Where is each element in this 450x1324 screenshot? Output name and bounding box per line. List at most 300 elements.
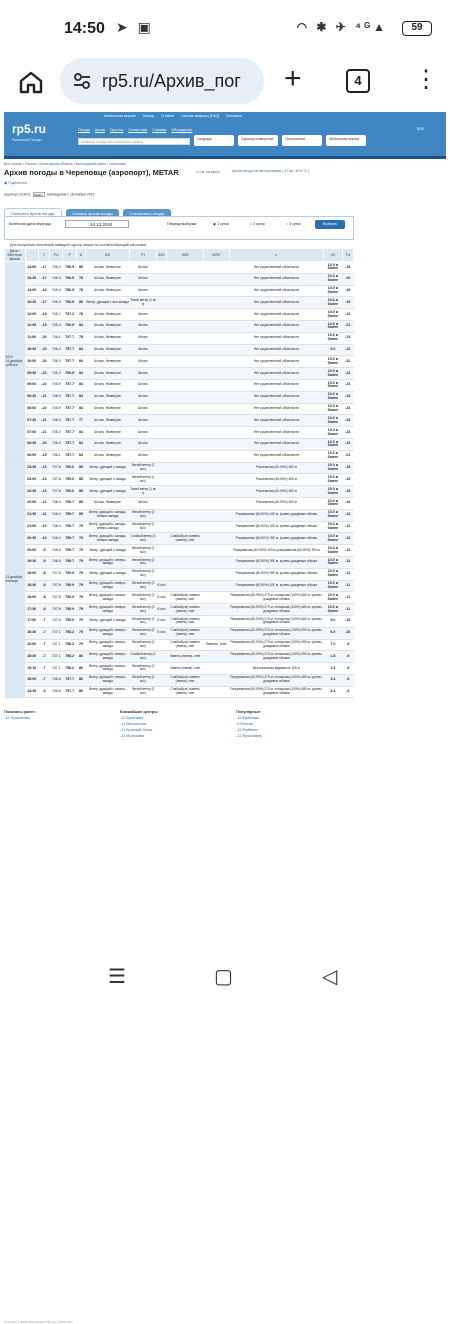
cell-ff10 — [156, 438, 166, 450]
cell-Ff: Легкий ветер (2 м/с) — [130, 474, 157, 486]
pop-item[interactable]: -11 Ярославль — [236, 734, 262, 738]
cell-U: 79 — [76, 580, 85, 592]
cell-WW — [167, 509, 204, 521]
cell-DD: Штиль, безветрие — [86, 403, 130, 415]
time-cell: 18:30 — [25, 580, 38, 592]
cell-Ff: Тихий ветер (1 м/с) — [130, 297, 157, 309]
cell-Ff: Слабый ветер (3 м/с) — [130, 651, 157, 663]
top-link[interactable]: О сайте — [160, 114, 175, 118]
cell-WpW — [204, 533, 230, 545]
web-page — [4, 112, 446, 1324]
cell-T: -21 — [38, 415, 49, 427]
cell-DD: Штиль, безветрие — [86, 379, 130, 391]
map-link[interactable] — [196, 170, 219, 174]
cell-P: 757.7 — [63, 356, 76, 368]
cell-c: Разорванная (60-90%) 270 м, сплошная (100%) 480 м, кучево-дождевые облака — [229, 604, 323, 616]
cell-Td: -11 — [342, 568, 353, 580]
cell-U: 86 — [76, 674, 85, 686]
time-cell: 22:00 — [25, 497, 38, 509]
notification-icons: ➤ ▣ — [116, 19, 154, 35]
table-row — [5, 674, 354, 686]
col-P[interactable]: P — [63, 249, 76, 262]
rss-link[interactable]: RSS — [417, 127, 424, 131]
end-date-field[interactable]: 14.12.2024 — [65, 220, 129, 228]
period-1-radio[interactable]: ◉ 1 сутки — [213, 222, 229, 226]
period-3-radio[interactable]: ○ 3 суток — [285, 222, 301, 226]
cell-WpW — [204, 438, 230, 450]
cell-c: Разорванная (60-90%) 270 м, сплошная (100%) 390 м, кучево-дождевые облака — [229, 627, 323, 639]
col-ff10[interactable]: ff10 — [156, 249, 166, 262]
cell-ff10 — [156, 533, 166, 545]
cell-Po: 746.0 — [50, 415, 63, 427]
cell-Ff: Штиль — [130, 356, 157, 368]
cell-Td: -12 — [342, 545, 353, 557]
cell-Po: 748.4 — [50, 497, 63, 509]
cell-Td: -23 — [342, 427, 353, 439]
cell-Po: 746.6 — [50, 674, 63, 686]
period-2-radio[interactable]: ○ 2 суток — [249, 222, 265, 226]
top-links — [104, 114, 248, 118]
cell-VV: 10.0 и более — [324, 521, 342, 533]
table-row — [5, 545, 354, 557]
time-cell: 15:10 — [25, 663, 38, 675]
cell-WpW — [204, 273, 230, 285]
pop-heading: Популярные: — [236, 710, 262, 714]
cell-U: 78 — [76, 285, 85, 297]
cell-P: 757.7 — [63, 427, 76, 439]
cell-DD: Ветер, дующий с северо-запада — [86, 556, 130, 568]
cell-T: -21 — [38, 427, 49, 439]
cell-DD: Штиль, безветрие — [86, 332, 130, 344]
cell-Po: 748.4 — [50, 521, 63, 533]
cell-ff10 — [156, 297, 166, 309]
cell-DD: Штиль, безветрие — [86, 285, 130, 297]
cell-ff10 — [156, 368, 166, 380]
cell-ff10 — [156, 344, 166, 356]
cell-WpW — [204, 356, 230, 368]
cell-P: 759.7 — [63, 533, 76, 545]
cell-c: Разорванная (60-90%) 270 м, сплошная (100%) 390 м, кучево-дождевые облака — [229, 651, 323, 663]
cell-Po: 745.2 — [50, 368, 63, 380]
table-row — [5, 580, 354, 592]
cell-P: 759.0 — [63, 592, 76, 604]
cell-T: -8 — [38, 568, 49, 580]
pop-item[interactable]: -9 Ростов — [236, 722, 253, 726]
cell-Ff: Легкий ветер (2 м/с) — [130, 521, 157, 533]
time-cell: 13:30 — [25, 273, 38, 285]
table-row — [5, 379, 354, 391]
cell-U: 79 — [76, 545, 85, 557]
cell-WpW — [204, 262, 230, 274]
cell-c: Нет существенной облачности — [229, 368, 323, 380]
address-bar[interactable] — [60, 58, 264, 104]
cell-ff10: 8 м/с — [156, 604, 166, 616]
cell-WW — [167, 486, 204, 498]
col-Po[interactable]: Po — [50, 249, 63, 262]
time-cell: 23:00 — [25, 474, 38, 486]
icao-field[interactable] — [33, 192, 45, 197]
home-icon[interactable] — [18, 70, 44, 94]
cell-P: 758.2 — [63, 663, 76, 675]
table-row — [5, 521, 354, 533]
cell-DD: Ветер, дующий с запада — [86, 486, 130, 498]
period-1-label: 1 сутки — [217, 222, 229, 226]
cell-Ff: Тихий ветер (1 м/с) — [130, 486, 157, 498]
table-row — [5, 297, 354, 309]
cell-ff10 — [156, 391, 166, 403]
cell-VV: 10.0 и более — [324, 285, 342, 297]
cell-DD: Ветер, дующий с северо-запада — [86, 651, 130, 663]
pop-item[interactable]: -12 Рыбинск — [236, 728, 258, 732]
cell-c: Нет существенной облачности — [229, 332, 323, 344]
system-nav-bar — [0, 952, 450, 1000]
cell-c: Нет существенной облачности — [229, 450, 323, 462]
choose-button[interactable]: Выбрать — [315, 220, 345, 229]
cell-WpW — [204, 285, 230, 297]
cell-c: Рассеянная (40-50%) 450 м — [229, 497, 323, 509]
cell-VV: 10.0 и более — [324, 403, 342, 415]
cell-T: -20 — [38, 344, 49, 356]
cell-WpW — [204, 686, 230, 698]
col-U[interactable]: U — [76, 249, 85, 262]
cell-c: Нет существенной облачности — [229, 415, 323, 427]
top-link[interactable]: Мобильная версия — [104, 114, 136, 118]
table-row — [5, 592, 354, 604]
table-row — [5, 486, 354, 498]
cell-DD: Штиль, безветрие — [86, 320, 130, 332]
cell-P: 759.7 — [63, 497, 76, 509]
cell-Td: -24 — [342, 368, 353, 380]
near-item[interactable]: -14 Весьегонск — [120, 722, 147, 726]
cell-T: -17 — [38, 297, 49, 309]
cell-DD: Штиль, безветрие — [86, 368, 130, 380]
near-item[interactable]: -11 Красный Холм — [120, 728, 152, 732]
cell-VV: 10.0 и более — [324, 497, 342, 509]
cell-T: -22 — [38, 368, 49, 380]
nav-item[interactable]: Справка — [152, 128, 167, 132]
cell-c: Рассеянная (40-50%) 450 м — [229, 474, 323, 486]
cell-WpW — [204, 474, 230, 486]
cell-T: -19 — [38, 309, 49, 321]
cell-VV: 10.0 и более — [324, 450, 342, 462]
units-button[interactable]: Единицы измерений — [238, 135, 278, 146]
cell-P: 757.7 — [63, 686, 76, 698]
cell-T: -13 — [38, 474, 49, 486]
cell-WpW — [204, 320, 230, 332]
cell-c: Разорванная (60-90%) 420 м, кучево-дождевые облака — [229, 580, 323, 592]
cell-ff10 — [156, 509, 166, 521]
cell-P: 759.7 — [63, 521, 76, 533]
cell-WpW — [204, 627, 230, 639]
tab-download-archive[interactable]: Скачать архив погоды — [66, 209, 119, 218]
cell-P: 758.2 — [63, 639, 76, 651]
cell-U: 79 — [76, 639, 85, 651]
period-3-label: 3 суток — [289, 222, 301, 226]
col-Td[interactable]: Td — [342, 249, 353, 262]
cell-T: -8 — [38, 604, 49, 616]
popular — [236, 710, 356, 740]
cell-WW — [167, 580, 204, 592]
cell-WpW — [204, 674, 230, 686]
cell-c: Вертикальная видимость 150 м — [229, 663, 323, 675]
cell-P: 759.7 — [63, 545, 76, 557]
table-row — [5, 427, 354, 439]
cell-ff10 — [156, 639, 166, 651]
pop-item[interactable]: -12 Брейтово — [236, 716, 260, 720]
cell-WW — [167, 568, 204, 580]
table-row — [5, 474, 354, 486]
nav-item[interactable]: Прогноз — [109, 128, 124, 132]
cell-DD: Ветер, дующий с северо-запада — [86, 580, 130, 592]
cell-T: -8 — [38, 592, 49, 604]
home-nav-icon[interactable]: ▢ — [214, 966, 233, 988]
cell-T: -9 — [38, 556, 49, 568]
cell-Ff: Легкий ветер (2 м/с) — [130, 556, 157, 568]
tab-switcher-button[interactable]: 4 — [346, 69, 370, 93]
cell-Td: -19 — [342, 297, 353, 309]
top-link[interactable]: Частые вопросы (FAQ) — [181, 114, 220, 118]
cell-U: 84 — [76, 450, 85, 462]
cell-T: -7 — [38, 615, 49, 627]
cell-WW — [167, 497, 204, 509]
tab-statistics[interactable]: Статистика погоды — [123, 209, 170, 218]
nav-item[interactable]: Архив — [94, 128, 105, 132]
col-WpW[interactable]: W'W' — [204, 249, 230, 262]
icao-label: аэропорт (ICAO): — [4, 192, 31, 197]
cell-Po: 748.4 — [50, 533, 63, 545]
cell-Td: -23 — [342, 332, 353, 344]
cell-VV: 10.0 и более — [324, 592, 342, 604]
recents-icon[interactable]: ☰ — [108, 966, 126, 988]
cell-c: Нет существенной облачности — [229, 285, 323, 297]
table-row — [5, 462, 354, 474]
cell-WW: Слабый(ые) ливень (ливни), снег — [167, 533, 204, 545]
cell-WW — [167, 332, 204, 344]
cell-ff10: 8 м/с — [156, 615, 166, 627]
share-link[interactable] — [4, 181, 27, 185]
cell-ff10 — [156, 309, 166, 321]
cell-Po: 747.8 — [50, 580, 63, 592]
cell-Td: -12 — [342, 521, 353, 533]
cell-WW: Ливень (ливни), снег — [167, 651, 204, 663]
table-row — [5, 627, 354, 639]
cell-T: -13 — [38, 486, 49, 498]
site-header — [4, 112, 446, 156]
cell-Po: 747.1 — [50, 651, 63, 663]
cell-c: Нет существенной облачности — [229, 379, 323, 391]
cell-DD: Штиль, безветрие — [86, 427, 130, 439]
cell-Po: 747.6 — [50, 486, 63, 498]
cell-U: 84 — [76, 391, 85, 403]
table-row — [5, 450, 354, 462]
battery-icon: 59 — [402, 21, 432, 36]
cell-c: Разорванная (60-90%) 390 м, кучево-дождевые облака — [229, 533, 323, 545]
cell-U: 79 — [76, 615, 85, 627]
cell-Td: -15 — [342, 486, 353, 498]
time-cell: 07:30 — [25, 415, 38, 427]
cell-ff10 — [156, 450, 166, 462]
cell-WW — [167, 297, 204, 309]
cell-ff10: 8 м/с — [156, 580, 166, 592]
cell-c: Разорванная (60-90%) 270 м, сплошная (100%) 480 м, кучево-дождевые облака — [229, 615, 323, 627]
search-input[interactable]: Название города или населенного пункта — [78, 138, 190, 145]
top-link[interactable]: Контакты — [226, 114, 242, 118]
cell-DD: Штиль, безветрие — [86, 309, 130, 321]
period-label: Период выборки: — [167, 222, 198, 226]
cell-T: -22 — [38, 403, 49, 415]
cell-ff10 — [156, 356, 166, 368]
shown-item[interactable]: -12 Прокопово — [4, 716, 30, 720]
cell-Ff: Штиль — [130, 368, 157, 380]
cell-VV: 1.8 — [324, 651, 342, 663]
cell-T: -8 — [38, 580, 49, 592]
cell-U: 85 — [76, 497, 85, 509]
language-button[interactable]: Language — [194, 135, 234, 146]
cell-U: 84 — [76, 427, 85, 439]
table-row — [5, 509, 354, 521]
cell-WpW — [204, 368, 230, 380]
tab-view-archive[interactable]: Смотреть архив погоды — [4, 208, 62, 218]
cell-P: 759.0 — [63, 580, 76, 592]
table-row — [5, 391, 354, 403]
share-icon: ▣ — [4, 181, 9, 185]
time-cell: 09:00 — [25, 379, 38, 391]
time-cell: 07:00 — [25, 427, 38, 439]
cell-P: 756.9 — [63, 368, 76, 380]
cell-U: 78 — [76, 273, 85, 285]
cell-Ff: Легкий ветер (2 м/с) — [130, 639, 157, 651]
cell-WW: Ливень (ливни), снег — [167, 663, 204, 675]
cell-WpW — [204, 379, 230, 391]
site-settings-icon[interactable] — [72, 71, 92, 91]
cell-DD: Штиль, безветрие — [86, 356, 130, 368]
cell-Po: 748.5 — [50, 545, 63, 557]
col-T[interactable]: T — [38, 249, 49, 262]
nav-item[interactable]: Погода — [78, 128, 90, 132]
cell-U: 79 — [76, 604, 85, 616]
col-Ff[interactable]: Ff — [130, 249, 157, 262]
col-date[interactable]: Дата / Местное время — [5, 249, 26, 262]
cell-DD: Ветер, дующий с запада — [86, 462, 130, 474]
site-logo[interactable]: rp5.ru — [12, 122, 47, 136]
cell-WW — [167, 450, 204, 462]
cell-c: Нет существенной облачности — [229, 403, 323, 415]
cell-DD: Штиль, безветрие — [86, 273, 130, 285]
time-cell: 06:30 — [25, 438, 38, 450]
back-icon[interactable]: ◁ — [322, 966, 338, 988]
cell-DD: Штиль, безветрие — [86, 450, 130, 462]
table-row — [5, 604, 354, 616]
cell-Ff: Штиль — [130, 379, 157, 391]
cell-U: 78 — [76, 332, 85, 344]
cell-WW — [167, 285, 204, 297]
col-WW[interactable]: WW — [167, 249, 204, 262]
cell-P: 757.7 — [63, 415, 76, 427]
cell-T: -7 — [38, 627, 49, 639]
cell-Po: 746.0 — [50, 427, 63, 439]
airport-line — [4, 192, 94, 197]
time-cell: 20:00 — [25, 545, 38, 557]
more-menu-icon[interactable]: ⋮ — [414, 66, 438, 93]
cell-Td: -10 — [342, 627, 353, 639]
time-cell: 12:30 — [25, 297, 38, 309]
time-cell: 17:00 — [25, 615, 38, 627]
cell-Po: 745.7 — [50, 309, 63, 321]
time-cell: 06:00 — [25, 450, 38, 462]
cell-P: 759.7 — [63, 509, 76, 521]
nav-item[interactable]: Обсуждение — [171, 128, 193, 132]
cell-c: Нет существенной облачности — [229, 391, 323, 403]
top-link[interactable]: Геокод — [142, 114, 154, 118]
col-c[interactable]: c — [229, 249, 323, 262]
cell-WpW — [204, 497, 230, 509]
table-row — [5, 285, 354, 297]
cell-Td: -11 — [342, 592, 353, 604]
cell-Td: -14 — [342, 497, 353, 509]
cell-VV: 10.0 и более — [324, 297, 342, 309]
new-tab-icon[interactable]: + — [284, 62, 302, 95]
cell-Ff: Штиль — [130, 309, 157, 321]
near-item[interactable]: -12 Брейтово — [120, 716, 144, 720]
time-cell: 08:00 — [25, 403, 38, 415]
col-DD[interactable]: DD — [86, 249, 130, 262]
cell-U: 85 — [76, 297, 85, 309]
cell-WpW — [204, 604, 230, 616]
nav-item[interactable]: Статистика — [128, 128, 148, 132]
cell-ff10 — [156, 568, 166, 580]
station-archive-link[interactable]: Архив погоды на метеостанции ( 17 км ; 10.9 °C ) — [232, 169, 310, 173]
cell-T: -22 — [38, 379, 49, 391]
date-panel — [4, 216, 354, 240]
cell-c: Нет существенной облачности — [229, 438, 323, 450]
cell-VV: 9.0 — [324, 344, 342, 356]
cell-Po: 745.4 — [50, 273, 63, 285]
col-VV[interactable]: VV — [324, 249, 342, 262]
cell-DD: Ветер, дующий с северо-запада — [86, 604, 130, 616]
cell-Td: -9 — [342, 686, 353, 698]
cell-VV: 10.0 и более — [324, 391, 342, 403]
breadcrumb[interactable]: Все страны • Россия • Вологодская область • Вологодский район • Череповец — [4, 162, 127, 166]
cell-Td: -21 — [342, 450, 353, 462]
cell-Td: -24 — [342, 379, 353, 391]
cell-VV: 10.0 и более — [324, 262, 342, 274]
cell-VV: 10.0 и более — [324, 556, 342, 568]
cell-VV: 10.0 и более — [324, 509, 342, 521]
cell-DD: Ветер, дующий с западо-северо-запада — [86, 509, 130, 521]
cell-Td: -21 — [342, 320, 353, 332]
cell-WpW — [204, 509, 230, 521]
cell-c: Разорванная (60-90%) 420 м, кучево-дождевые облака — [229, 509, 323, 521]
cell-Po: 747.8 — [50, 604, 63, 616]
col-time — [25, 249, 38, 262]
shown-heading: Показаны ранее: — [4, 710, 36, 714]
near-item[interactable]: -11 Молокова — [120, 734, 144, 738]
apps-button[interactable]: Приложения — [282, 135, 322, 146]
cell-WpW — [204, 450, 230, 462]
cell-Td: -24 — [342, 403, 353, 415]
cell-WW — [167, 403, 204, 415]
cell-Ff: Легкий ветер (2 м/с) — [130, 462, 157, 474]
time-cell: 09:30 — [25, 368, 38, 380]
cell-WpW — [204, 592, 230, 604]
cell-P: 757.7 — [63, 332, 76, 344]
table-row — [5, 273, 354, 285]
cell-ff10 — [156, 545, 166, 557]
copyright: Copyright © 2005–Расписание Погоды, 2004-2024 — [4, 1320, 73, 1324]
mobile-version-button[interactable]: Мобильная версия — [326, 135, 366, 146]
cell-c: Разорванная (60-90%) 270 м, сплошная (100%) 480 м, кучево-дождевые облака — [229, 686, 323, 698]
cell-ff10 — [156, 486, 166, 498]
